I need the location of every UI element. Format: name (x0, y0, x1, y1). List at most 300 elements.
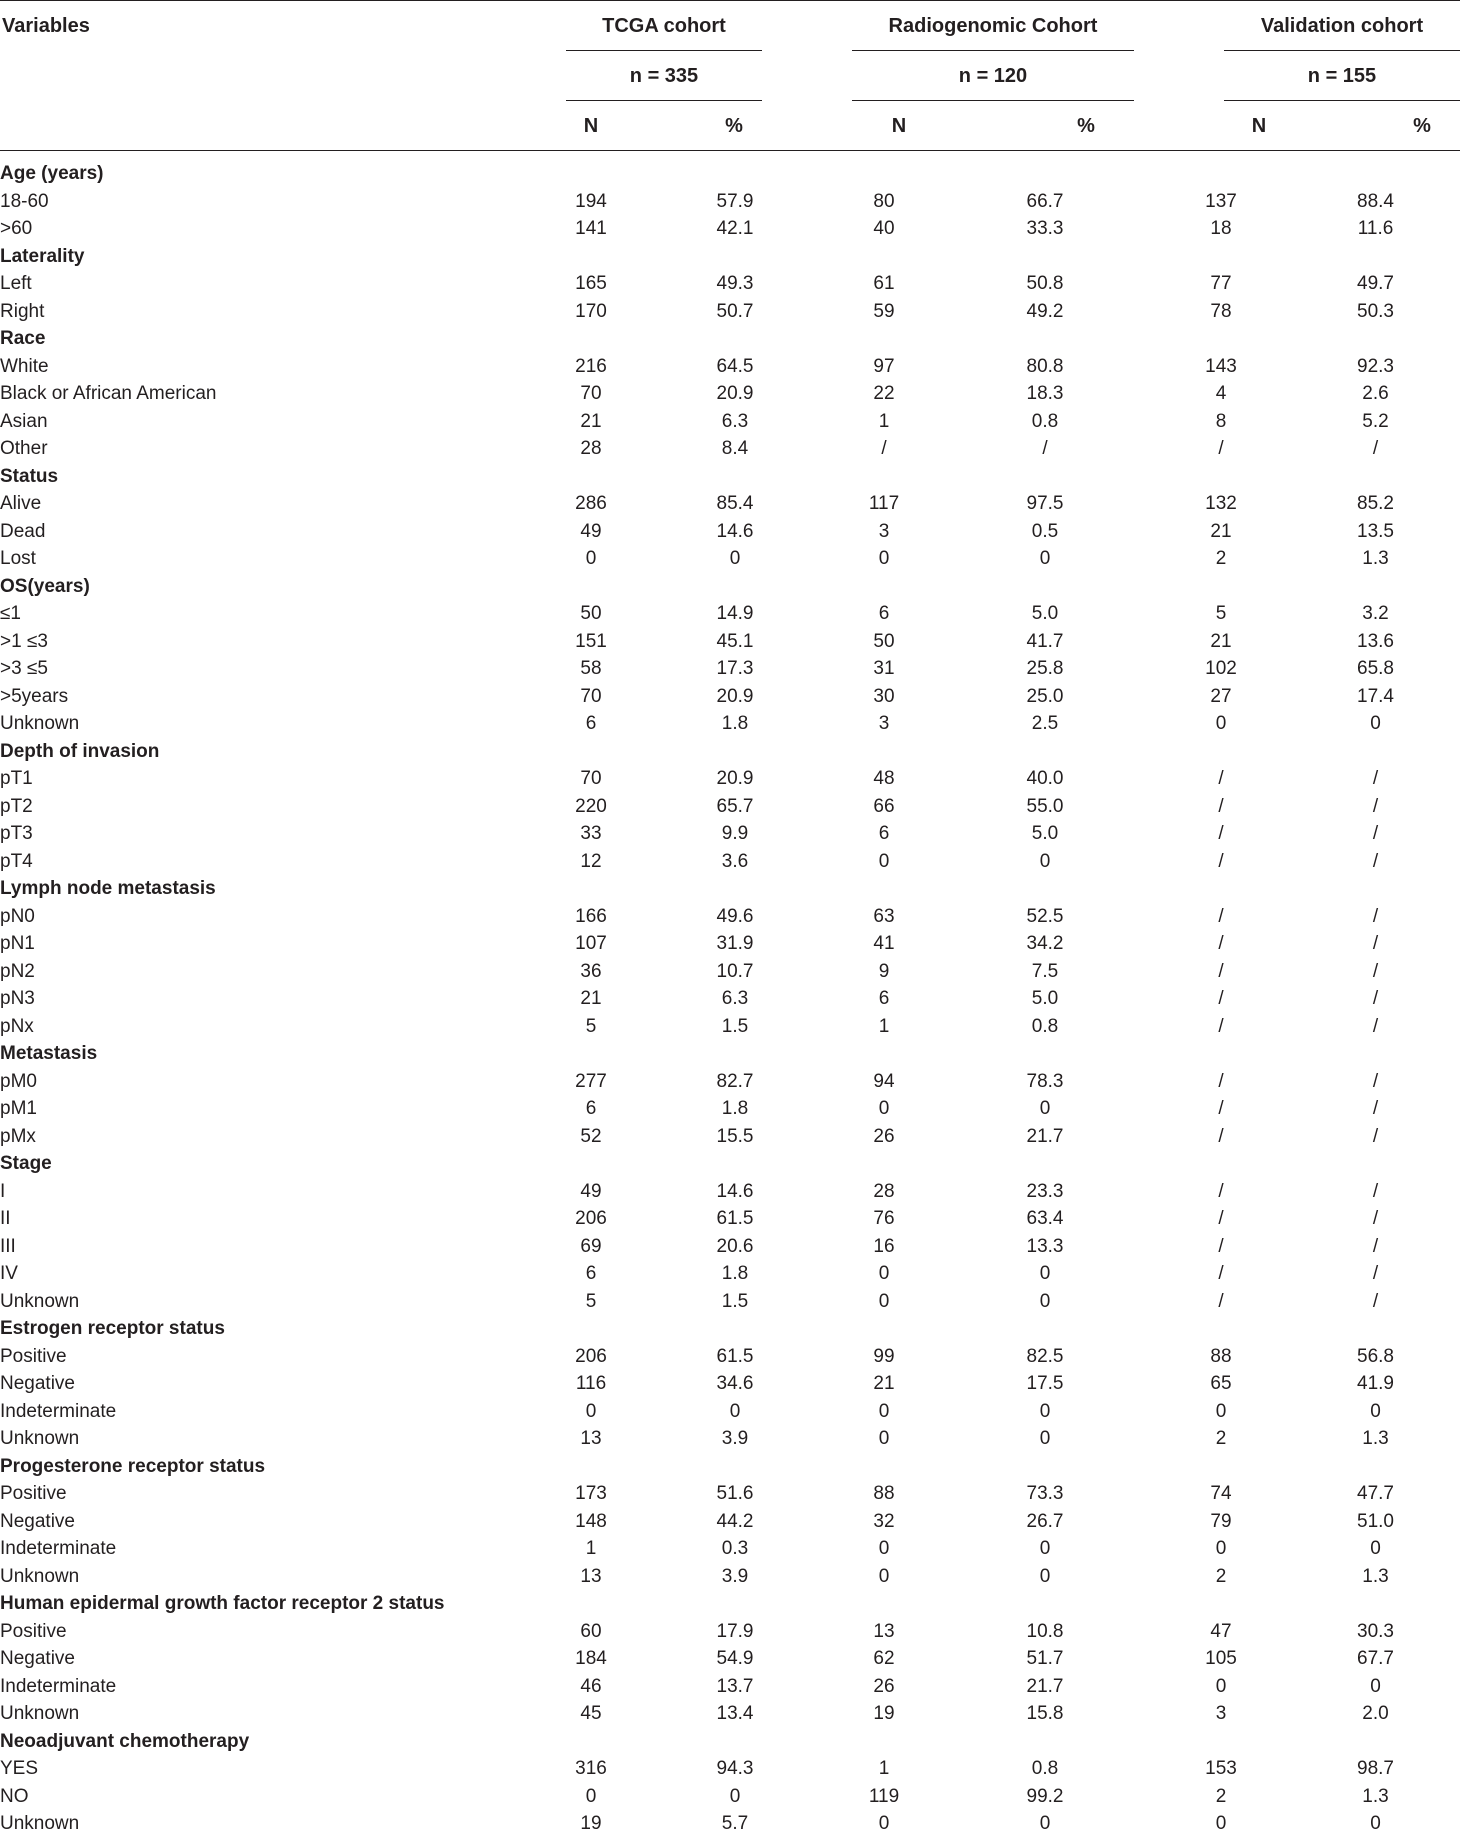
tcga-n-cell: 194 (575, 190, 607, 212)
radiogenomic-n-cell: 48 (873, 768, 895, 790)
validation-pct-cell: 1.3 (1362, 1565, 1389, 1587)
table-row (0, 1398, 1460, 1426)
tcga-n-cell: 21 (580, 988, 602, 1010)
row-label: Unknown (0, 1703, 80, 1725)
tcga-pct-cell: 0 (729, 548, 741, 570)
section-label: Neoadjuvant chemotherapy (0, 1730, 250, 1752)
validation-n-cell: 47 (1210, 1620, 1232, 1642)
validation-pct-cell: / (1372, 1290, 1379, 1312)
tcga-pct-cell: 15.5 (716, 1125, 754, 1147)
section-row (0, 160, 1460, 188)
tcga-pct-cell: 1.5 (721, 1290, 749, 1312)
radiogenomic-pct-cell: 5.0 (1031, 823, 1059, 845)
tcga-pct-cell: 0 (729, 1785, 741, 1807)
tcga-pct-cell: 9.9 (721, 823, 749, 845)
table-row (0, 820, 1460, 848)
row-label: IV (0, 1263, 18, 1285)
radiogenomic-n-cell: 119 (868, 1785, 900, 1807)
table-row (0, 408, 1460, 436)
validation-pct-cell: 41.9 (1357, 1373, 1394, 1395)
radiogenomic-n-cell: 0 (878, 1290, 890, 1312)
table-row (0, 1260, 1460, 1288)
row-label: I (0, 1180, 6, 1202)
validation-n-cell: 4 (1215, 383, 1227, 405)
radiogenomic-n-cell: 0 (878, 1098, 890, 1120)
section-row (0, 243, 1460, 271)
table-row (0, 848, 1460, 876)
validation-n-rule (1224, 100, 1460, 101)
validation-pct-col-header: % (1413, 115, 1431, 137)
validation-n-cell: 0 (1215, 1813, 1227, 1835)
table-top-rule (0, 0, 1460, 1)
validation-n-cell: / (1218, 1208, 1224, 1230)
row-label: Indeterminate (0, 1400, 117, 1422)
section-label: Stage (0, 1153, 52, 1175)
radiogenomic-pct-cell: 0 (1039, 1813, 1051, 1835)
validation-n-cell: 79 (1210, 1510, 1232, 1532)
validation-pct-cell: / (1372, 768, 1379, 790)
row-label: pN0 (0, 905, 35, 927)
tcga-n-cell: 46 (580, 1675, 602, 1697)
radiogenomic-pct-cell: 63.4 (1026, 1208, 1064, 1230)
table-row (0, 1425, 1460, 1453)
tcga-pct-cell: 82.7 (716, 1070, 754, 1092)
tcga-n-cell: 0 (585, 1785, 597, 1807)
radiogenomic-pct-cell: 49.2 (1026, 300, 1064, 322)
radiogenomic-pct-cell: 5.0 (1031, 603, 1059, 625)
validation-pct-cell: / (1372, 1263, 1379, 1285)
radiogenomic-n-cell: 94 (873, 1070, 895, 1092)
cohort-characteristics-table (0, 160, 1460, 1838)
row-label: pT2 (0, 795, 33, 817)
validation-n-cell: / (1218, 768, 1224, 790)
table-row (0, 380, 1460, 408)
radiogenomic-n-cell: 80 (873, 190, 895, 212)
validation-n-cell: / (1218, 795, 1224, 817)
validation-pct-cell: 50.3 (1357, 300, 1394, 322)
section-row (0, 1150, 1460, 1178)
table-body (0, 160, 1460, 1838)
section-label: Lymph node metastasis (0, 878, 216, 900)
validation-pct-cell: 5.2 (1362, 410, 1389, 432)
radiogenomic-pct-cell: 97.5 (1026, 493, 1064, 515)
row-label: Unknown (0, 713, 80, 735)
radiogenomic-pct-cell: 66.7 (1026, 190, 1064, 212)
row-label: Negative (0, 1510, 75, 1532)
section-row (0, 325, 1460, 353)
row-label: Alive (0, 493, 42, 515)
radiogenomic-pct-cell: 0.8 (1031, 1758, 1059, 1780)
validation-pct-cell: / (1372, 933, 1379, 955)
tcga-cohort-header: TCGA cohort (602, 15, 726, 37)
radiogenomic-pct-cell: 0 (1039, 1538, 1051, 1560)
validation-n-cell: 18 (1210, 218, 1232, 240)
radiogenomic-n-cell: 0 (878, 548, 890, 570)
row-label: Unknown (0, 1290, 80, 1312)
validation-n-cell: / (1218, 1235, 1224, 1257)
row-label: Negative (0, 1373, 75, 1395)
validation-pct-cell: 0 (1370, 713, 1381, 735)
radiogenomic-pct-cell: 0 (1039, 850, 1051, 872)
radiogenomic-pct-cell: 0.5 (1031, 520, 1059, 542)
tcga-n-cell: 220 (575, 795, 607, 817)
tcga-n-cell: 6 (585, 1098, 597, 1120)
tcga-n-cell: 0 (585, 1400, 597, 1422)
tcga-n-rule (566, 100, 762, 101)
tcga-pct-cell: 20.9 (716, 685, 754, 707)
tcga-n-cell: 173 (575, 1483, 607, 1505)
validation-pct-cell: / (1372, 850, 1379, 872)
validation-n-cell: 2 (1215, 548, 1227, 570)
tcga-n-header: n = 335 (629, 65, 699, 87)
tcga-n-cell: 165 (575, 273, 607, 295)
tcga-pct-cell: 3.9 (721, 1428, 749, 1450)
validation-n-cell: 65 (1210, 1373, 1232, 1395)
table-row (0, 1095, 1460, 1123)
radiogenomic-n-cell: 0 (878, 1538, 890, 1560)
row-label: YES (0, 1758, 39, 1780)
table-row (0, 1288, 1460, 1316)
radiogenomic-n-cell: 6 (878, 988, 890, 1010)
table-row (0, 1783, 1460, 1811)
tcga-pct-cell: 49.6 (716, 905, 754, 927)
tcga-n-cell: 13 (580, 1428, 602, 1450)
tcga-n-cell: 70 (580, 383, 602, 405)
validation-n-cell: / (1218, 850, 1224, 872)
validation-n-cell: / (1218, 1098, 1224, 1120)
row-label: NO (0, 1785, 29, 1807)
validation-n-cell: 137 (1205, 190, 1237, 212)
radiogenomic-n-cell: 0 (878, 1813, 890, 1835)
radiogenomic-n-cell: 6 (878, 823, 890, 845)
table-row (0, 1013, 1460, 1041)
tcga-header-rule (566, 50, 762, 51)
tcga-pct-cell: 50.7 (716, 300, 754, 322)
validation-pct-cell: 65.8 (1357, 658, 1394, 680)
validation-pct-cell: 0 (1370, 1675, 1381, 1697)
tcga-pct-cell: 1.5 (721, 1015, 749, 1037)
validation-n-cell: / (1218, 933, 1224, 955)
table-row (0, 1370, 1460, 1398)
section-row (0, 875, 1460, 903)
row-label: pM0 (0, 1070, 37, 1092)
validation-pct-cell: 13.5 (1357, 520, 1394, 542)
table-row (0, 490, 1460, 518)
table-row (0, 903, 1460, 931)
radiogenomic-pct-cell: 10.8 (1026, 1620, 1064, 1642)
tcga-pct-cell: 61.5 (716, 1345, 754, 1367)
row-label: Positive (0, 1620, 67, 1642)
validation-pct-cell: / (1372, 1125, 1379, 1147)
table-row (0, 353, 1460, 381)
tcga-n-cell: 12 (580, 850, 602, 872)
validation-cohort-header: Validation cohort (1260, 15, 1424, 37)
validation-pct-cell: / (1372, 1070, 1379, 1092)
table-row (0, 298, 1460, 326)
radiogenomic-n-cell: 76 (873, 1208, 895, 1230)
variables-header: Variables (2, 15, 90, 37)
validation-pct-cell: 2.0 (1362, 1703, 1389, 1725)
radiogenomic-n-cell: 0 (878, 1400, 890, 1422)
section-row (0, 463, 1460, 491)
section-label: Age (years) (0, 163, 104, 185)
table-row (0, 1673, 1460, 1701)
validation-pct-cell: 30.3 (1357, 1620, 1394, 1642)
table-row (0, 1205, 1460, 1233)
validation-pct-cell: / (1372, 1208, 1379, 1230)
tcga-n-cell: 70 (580, 768, 602, 790)
tcga-pct-cell: 17.3 (716, 658, 754, 680)
validation-pct-cell: / (1372, 823, 1379, 845)
table-row (0, 1618, 1460, 1646)
tcga-n-cell: 49 (580, 1180, 602, 1202)
row-label: Negative (0, 1648, 75, 1670)
radiogenomic-pct-cell: 15.8 (1026, 1703, 1064, 1725)
radiogenomic-n-cell: 19 (873, 1703, 895, 1725)
radiogenomic-cohort-header: Radiogenomic Cohort (888, 15, 1098, 37)
radiogenomic-n-cell: 61 (873, 273, 895, 295)
tcga-pct-cell: 1.8 (721, 1098, 749, 1120)
radiogenomic-n-cell: 97 (873, 355, 895, 377)
tcga-pct-col-header: % (725, 115, 743, 137)
radiogenomic-n-cell: 117 (868, 493, 900, 515)
validation-pct-cell: / (1372, 1235, 1379, 1257)
row-label: pT3 (0, 823, 33, 845)
radiogenomic-pct-cell: 0 (1039, 1428, 1051, 1450)
validation-pct-cell: 0 (1370, 1538, 1381, 1560)
tcga-pct-cell: 0 (729, 1400, 741, 1422)
validation-n-cell: / (1218, 905, 1224, 927)
tcga-n-cell: 0 (585, 548, 597, 570)
radiogenomic-pct-cell: 82.5 (1026, 1345, 1064, 1367)
radiogenomic-pct-cell: 41.7 (1026, 630, 1064, 652)
radiogenomic-pct-col-header: % (1077, 115, 1095, 137)
radiogenomic-n-header: n = 120 (958, 65, 1028, 87)
validation-pct-cell: 88.4 (1357, 190, 1394, 212)
table-row (0, 1178, 1460, 1206)
radiogenomic-pct-cell: 0 (1039, 1400, 1051, 1422)
tcga-n-cell: 5 (585, 1290, 597, 1312)
radiogenomic-pct-cell: 73.3 (1026, 1483, 1064, 1505)
row-label: >5years (0, 685, 69, 707)
tcga-n-cell: 206 (575, 1345, 607, 1367)
table-row (0, 985, 1460, 1013)
tcga-pct-cell: 1.8 (721, 1263, 749, 1285)
radiogenomic-header-rule (852, 50, 1134, 51)
row-label: Positive (0, 1483, 67, 1505)
radiogenomic-pct-cell: 34.2 (1026, 933, 1064, 955)
row-label: Indeterminate (0, 1675, 117, 1697)
tcga-pct-cell: 6.3 (721, 410, 749, 432)
radiogenomic-n-cell: 62 (873, 1648, 895, 1670)
validation-n-cell: 132 (1205, 493, 1237, 515)
section-row (0, 573, 1460, 601)
radiogenomic-pct-cell: 51.7 (1026, 1648, 1064, 1670)
tcga-pct-cell: 34.6 (716, 1373, 754, 1395)
radiogenomic-n-cell: 28 (873, 1180, 895, 1202)
table-row (0, 628, 1460, 656)
tcga-n-cell: 50 (580, 603, 602, 625)
radiogenomic-n-cell: 41 (873, 933, 895, 955)
radiogenomic-pct-cell: 0.8 (1031, 410, 1059, 432)
validation-n-cell: 78 (1210, 300, 1232, 322)
validation-pct-cell: / (1372, 988, 1379, 1010)
section-row (0, 1040, 1460, 1068)
table-row (0, 710, 1460, 738)
tcga-n-cell: 148 (575, 1510, 607, 1532)
validation-pct-cell: 49.7 (1357, 273, 1394, 295)
validation-pct-cell: / (1372, 905, 1379, 927)
radiogenomic-pct-cell: 0 (1039, 1290, 1051, 1312)
tcga-n-cell: 206 (575, 1208, 607, 1230)
validation-n-cell: / (1218, 438, 1224, 460)
radiogenomic-n-cell: 3 (878, 713, 890, 735)
table-row (0, 1068, 1460, 1096)
tcga-n-cell: 70 (580, 685, 602, 707)
radiogenomic-pct-cell: 55.0 (1026, 795, 1064, 817)
section-label: Progesterone receptor status (0, 1455, 266, 1477)
radiogenomic-n-cell: 0 (878, 1428, 890, 1450)
tcga-n-cell: 21 (580, 410, 602, 432)
validation-pct-cell: 47.7 (1357, 1483, 1394, 1505)
validation-pct-cell: / (1372, 1015, 1379, 1037)
row-label: pT1 (0, 768, 33, 790)
table-row (0, 1700, 1460, 1728)
row-label: pN2 (0, 960, 35, 982)
row-label: II (0, 1208, 11, 1230)
validation-n-cell: 8 (1215, 410, 1227, 432)
radiogenomic-n-cell: 21 (873, 1373, 895, 1395)
radiogenomic-pct-cell: 13.3 (1026, 1235, 1064, 1257)
section-label: Human epidermal growth factor receptor 2 status (0, 1593, 445, 1615)
radiogenomic-n-cell: 1 (878, 1015, 890, 1037)
table-row (0, 655, 1460, 683)
tcga-pct-cell: 65.7 (716, 795, 754, 817)
tcga-pct-cell: 8.4 (721, 438, 749, 460)
table-row (0, 1755, 1460, 1783)
tcga-n-cell: 1 (585, 1538, 597, 1560)
radiogenomic-pct-cell: 23.3 (1026, 1180, 1064, 1202)
radiogenomic-pct-cell: 52.5 (1026, 905, 1064, 927)
table-row (0, 1645, 1460, 1673)
validation-n-cell: / (1218, 1125, 1224, 1147)
validation-n-cell: 77 (1210, 273, 1232, 295)
tcga-n-cell: 28 (580, 438, 602, 460)
radiogenomic-pct-cell: 26.7 (1026, 1510, 1064, 1532)
table-row (0, 1810, 1460, 1838)
radiogenomic-pct-cell: 0 (1039, 1565, 1051, 1587)
radiogenomic-pct-cell: 50.8 (1026, 273, 1064, 295)
validation-pct-cell: 92.3 (1357, 355, 1394, 377)
row-label: Other (0, 438, 48, 460)
radiogenomic-pct-cell: 0 (1039, 1098, 1051, 1120)
validation-n-cell: 74 (1210, 1483, 1232, 1505)
radiogenomic-n-cell: 1 (878, 1758, 890, 1780)
section-row (0, 1315, 1460, 1343)
validation-pct-cell: 2.6 (1362, 383, 1389, 405)
tcga-pct-cell: 94.3 (716, 1758, 754, 1780)
radiogenomic-n-cell: 1 (878, 410, 890, 432)
row-label: Dead (0, 520, 46, 542)
validation-n-cell: 21 (1210, 630, 1232, 652)
radiogenomic-n-cell: 88 (873, 1483, 895, 1505)
tcga-n-cell: 60 (580, 1620, 602, 1642)
table-row (0, 1563, 1460, 1591)
validation-n-cell: 0 (1215, 713, 1227, 735)
radiogenomic-pct-cell: 17.5 (1026, 1373, 1064, 1395)
radiogenomic-pct-cell: 78.3 (1026, 1070, 1064, 1092)
row-label: ≤1 (0, 603, 21, 625)
section-row (0, 738, 1460, 766)
tcga-pct-cell: 85.4 (716, 493, 754, 515)
tcga-pct-cell: 3.6 (721, 850, 749, 872)
radiogenomic-n-cell: 32 (873, 1510, 895, 1532)
tcga-n-cell: 49 (580, 520, 602, 542)
row-label: Lost (0, 548, 36, 570)
radiogenomic-pct-cell: 99.2 (1026, 1785, 1064, 1807)
row-label: >60 (0, 218, 33, 240)
tcga-n-cell: 116 (575, 1373, 607, 1395)
validation-pct-cell: 1.3 (1362, 1428, 1389, 1450)
table-row (0, 765, 1460, 793)
row-label: >3 ≤5 (0, 658, 48, 680)
section-label: Metastasis (0, 1043, 98, 1065)
validation-pct-cell: / (1372, 1098, 1379, 1120)
tcga-n-cell: 36 (580, 960, 602, 982)
table-row (0, 1123, 1460, 1151)
radiogenomic-pct-cell: 0.8 (1031, 1015, 1059, 1037)
tcga-pct-cell: 20.9 (716, 383, 754, 405)
radiogenomic-pct-cell: 2.5 (1031, 713, 1059, 735)
radiogenomic-n-cell: 0 (878, 1263, 890, 1285)
tcga-n-cell: 170 (575, 300, 607, 322)
tcga-n-cell: 45 (580, 1703, 602, 1725)
radiogenomic-n-col-header: N (891, 115, 907, 137)
tcga-n-cell: 52 (580, 1125, 602, 1147)
tcga-pct-cell: 42.1 (716, 218, 754, 240)
table-row (0, 1343, 1460, 1371)
tcga-pct-cell: 13.4 (716, 1703, 754, 1725)
tcga-pct-cell: 6.3 (721, 988, 749, 1010)
radiogenomic-pct-cell: 0 (1039, 548, 1051, 570)
validation-n-cell: 102 (1205, 658, 1237, 680)
tcga-n-cell: 6 (585, 713, 597, 735)
tcga-n-cell: 33 (580, 823, 602, 845)
validation-n-cell: / (1218, 1263, 1224, 1285)
tcga-n-cell: 141 (575, 218, 607, 240)
table-row (0, 435, 1460, 463)
validation-n-cell: 0 (1215, 1400, 1227, 1422)
table-row (0, 1480, 1460, 1508)
radiogenomic-n-cell: 26 (873, 1675, 895, 1697)
tcga-pct-cell: 17.9 (716, 1620, 754, 1642)
validation-n-cell: / (1218, 1015, 1224, 1037)
radiogenomic-n-cell: 50 (873, 630, 895, 652)
tcga-pct-cell: 3.9 (721, 1565, 749, 1587)
validation-n-cell: 88 (1210, 1345, 1232, 1367)
tcga-n-col-header: N (583, 115, 599, 137)
validation-pct-cell: 13.6 (1357, 630, 1394, 652)
validation-n-cell: 153 (1205, 1758, 1237, 1780)
validation-pct-cell: / (1372, 1180, 1379, 1202)
validation-n-cell: 3 (1215, 1703, 1227, 1725)
tcga-pct-cell: 54.9 (716, 1648, 754, 1670)
table-row (0, 600, 1460, 628)
section-label: OS(years) (0, 575, 90, 597)
validation-n-cell: 105 (1205, 1648, 1237, 1670)
validation-n-cell: 27 (1210, 685, 1232, 707)
validation-n-cell: / (1218, 1180, 1224, 1202)
